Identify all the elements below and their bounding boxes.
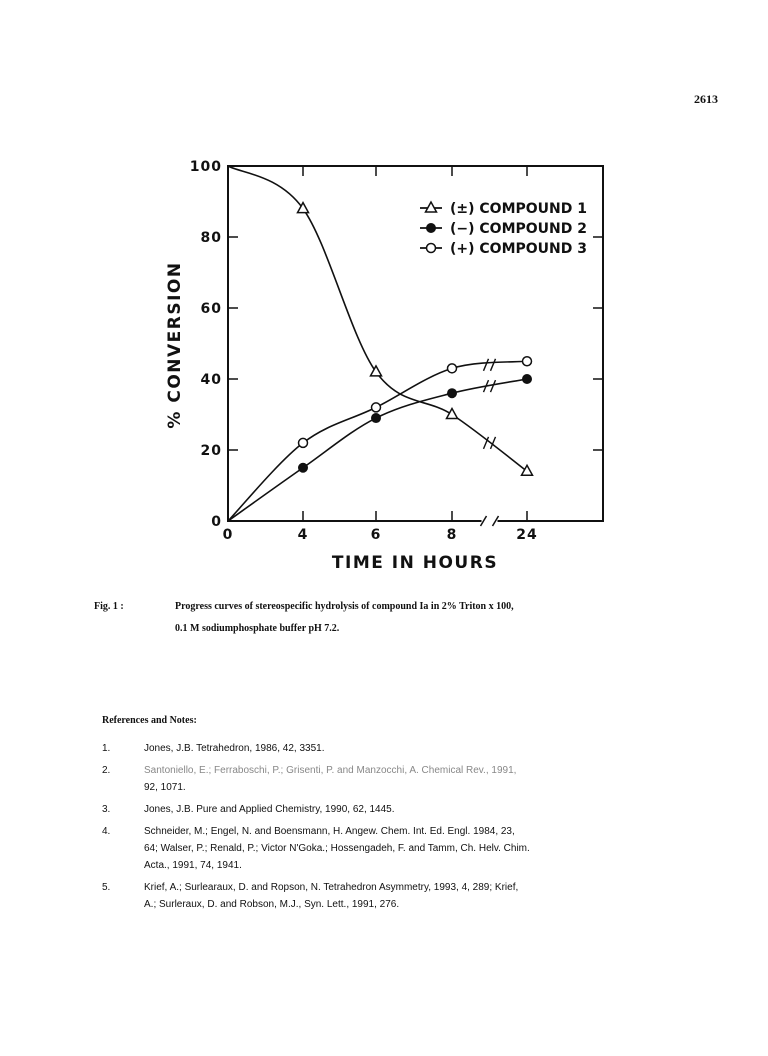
caption-line-1: Progress curves of stereospecific hydrolysis of compound Ia in 2% Triton x 100, <box>175 601 514 612</box>
y-tick-label: 0 <box>211 514 222 530</box>
references-title: References and Notes: <box>102 715 197 726</box>
data-point <box>299 438 308 447</box>
legend-label: (±) COMPOUND 1 <box>450 201 587 217</box>
reference-item <box>102 762 682 796</box>
reference-text: Jones, J.B. Tetrahedron, 1986, 42, 3351. <box>144 743 325 754</box>
reference-number: 3. <box>102 804 111 815</box>
x-tick-label: 4 <box>297 527 309 543</box>
y-tick-label: 40 <box>200 372 222 388</box>
legend-label: (−) COMPOUND 2 <box>450 221 587 237</box>
y-tick-label: 60 <box>200 301 222 317</box>
reference-text-line-2: A.; Surleraux, D. and Robson, M.J., Syn. Lett., 1991, 276. <box>144 899 400 910</box>
legend-label: (+) COMPOUND 3 <box>450 241 587 257</box>
references-section <box>102 712 682 918</box>
line-break-mark <box>491 359 496 371</box>
conversion-chart <box>150 150 620 580</box>
caption-line-2: 0.1 M sodiumphosphate buffer pH 7.2. <box>175 623 340 634</box>
reference-text-line-1: Schneider, M.; Engel, N. and Boensmann, H. Angew. Chem. Int. Ed. Engl. 1984, 23, <box>144 826 515 837</box>
reference-number: 2. <box>102 765 111 776</box>
reference-number: 5. <box>102 882 111 893</box>
y-tick-label: 20 <box>200 443 222 459</box>
y-tick-label: 80 <box>200 230 222 246</box>
x-tick-label: 24 <box>516 527 538 543</box>
data-point <box>448 389 457 398</box>
x-tick-label: 8 <box>446 527 458 543</box>
reference-item <box>102 879 682 913</box>
reference-text-line-3: Acta., 1991, 74, 1941. <box>144 860 242 871</box>
x-tick-label: 0 <box>222 527 234 543</box>
reference-text-line-1: Santoniello, E.; Ferraboschi, P.; Grisenti, P. and Manzocchi, A. Chemical Rev., 1991, <box>144 765 517 776</box>
reference-number: 4. <box>102 826 111 837</box>
data-point <box>448 364 457 373</box>
data-point <box>372 414 381 423</box>
page-number: 2613 <box>694 92 718 106</box>
reference-item <box>102 823 682 874</box>
caption-text <box>175 596 695 640</box>
plot-frame <box>228 166 603 521</box>
legend-marker <box>427 244 436 253</box>
series-line-2 <box>228 379 527 521</box>
data-point <box>447 409 458 419</box>
reference-text-line-2: 92, 1071. <box>144 782 186 793</box>
reference-item <box>102 801 682 818</box>
line-break-mark <box>484 359 489 371</box>
x-axis-title: TIME IN HOURS <box>331 553 499 573</box>
figure-label: Fig. 1 : <box>94 601 124 612</box>
reference-text-line-2: 64; Walser, P.; Renald, P.; Victor N'Goka.; Hossengadeh, F. and Tamm, Ch. Helv. Chim. <box>144 843 530 854</box>
legend-marker <box>427 224 436 233</box>
series-line-3 <box>228 361 527 521</box>
line-break-mark <box>491 380 496 392</box>
y-axis-title: % CONVERSION <box>165 261 185 429</box>
y-tick-label: 100 <box>189 159 222 175</box>
reference-number: 1. <box>102 743 111 754</box>
legend-marker <box>426 202 437 212</box>
data-point <box>522 465 533 475</box>
reference-text-line-1: Krief, A.; Surlearaux, D. and Ropson, N. Tetrahedron Asymmetry, 1993, 4, 289; Krief, <box>144 882 519 893</box>
data-point <box>523 375 532 384</box>
reference-text: Jones, J.B. Pure and Applied Chemistry, 1990, 62, 1445. <box>144 804 395 815</box>
data-point <box>523 357 532 366</box>
reference-item <box>102 740 682 757</box>
data-point <box>372 403 381 412</box>
data-point <box>299 463 308 472</box>
x-tick-label: 6 <box>370 527 382 543</box>
